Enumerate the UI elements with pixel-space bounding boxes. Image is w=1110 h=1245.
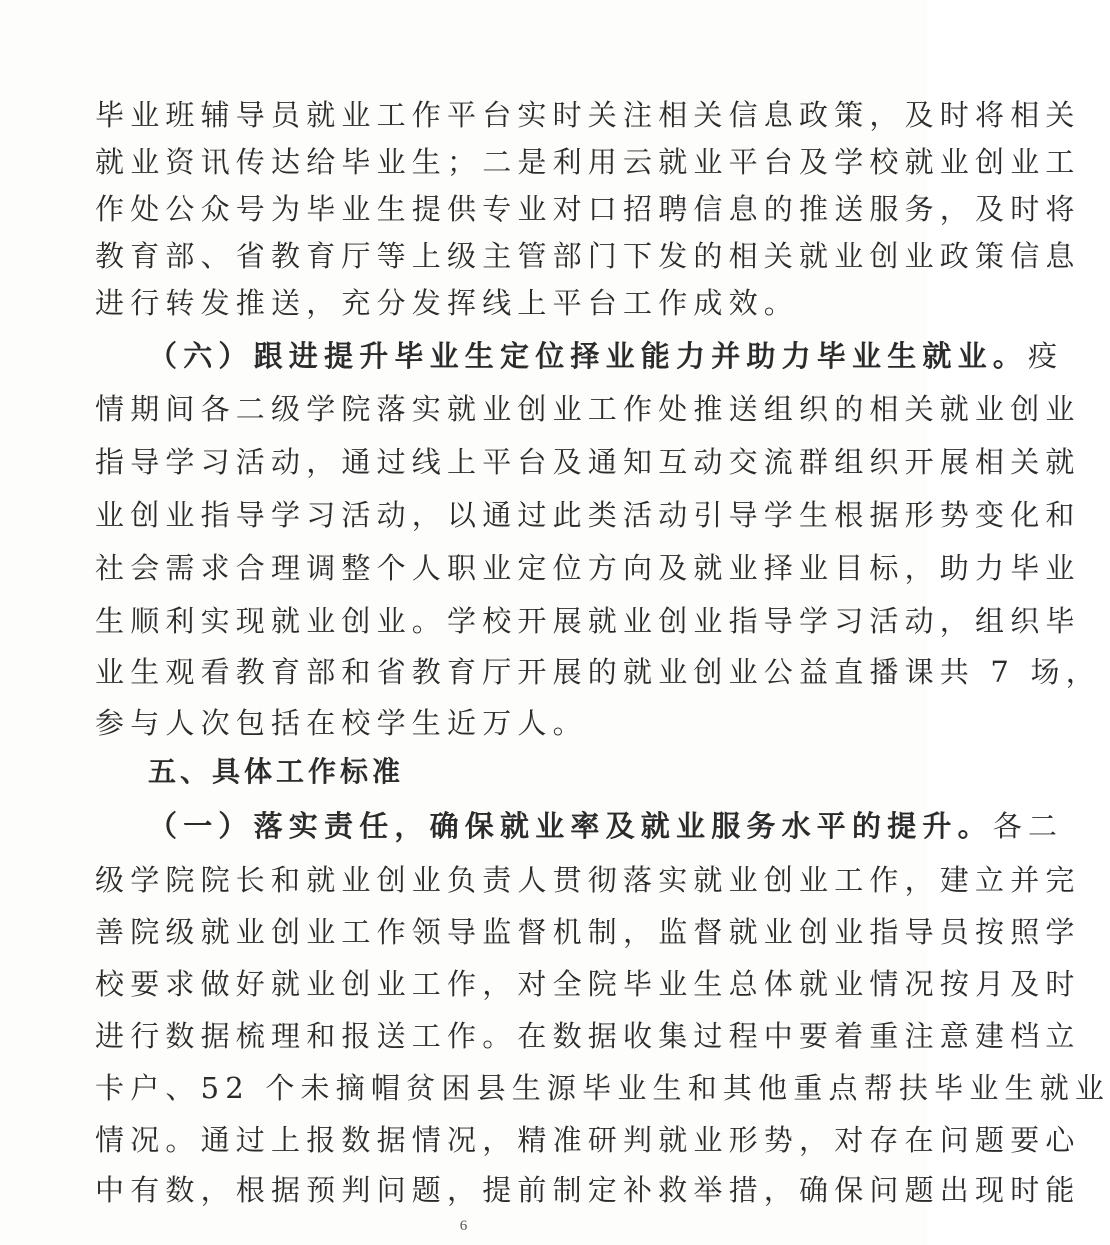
text-line: 善院级就业创业工作领导监督机制，监督就业创业指导员按照学 — [95, 915, 1081, 949]
text-line: 中有数，根据预判问题，提前制定补救举措，确保问题出现时能 — [95, 1173, 1081, 1207]
text-line: 业创业指导学习活动，以通过此类活动引导学生根据形势变化和 — [95, 498, 1081, 532]
text-line: 进行数据梳理和报送工作。在数据收集过程中要着重注意建档立 — [95, 1019, 1081, 1053]
text-line: 进行转发推送，充分发挥线上平台工作成效。 — [95, 286, 800, 320]
paragraph-lead-heading: （一）落实责任，确保就业率及就业服务水平的提升。 — [148, 809, 993, 843]
text-line: 情况。通过上报数据情况，精准研判就业形势，对存在问题要心 — [95, 1123, 1081, 1157]
section-heading: 五、具体工作标准 — [148, 755, 405, 788]
paragraph-lead-line — [148, 806, 1064, 846]
text-line: 毕业班辅导员就业工作平台实时关注相关信息政策，及时将相关 — [95, 98, 1081, 132]
paragraph-lead-text: 疫 — [1028, 339, 1064, 373]
text-line: 情期间各二级学院落实就业创业工作处推送组织的相关就业创业 — [95, 392, 1081, 426]
text-line: 生顺利实现就业创业。学校开展就业创业指导学习活动，组织毕 — [95, 604, 1081, 638]
text-line: 业生观看教育部和省教育厅开展的就业创业公益直播课共 7 场， — [95, 655, 1101, 689]
text-line: 社会需求合理调整个人职业定位方向及就业择业目标，助力毕业 — [95, 551, 1081, 585]
text-line: 校要求做好就业创业工作，对全院毕业生总体就业情况按月及时 — [95, 967, 1081, 1001]
text-line: 就业资讯传达给毕业生；二是利用云就业平台及学校就业创业工 — [95, 145, 1081, 179]
text-line: 教育部、省教育厅等上级主管部门下发的相关就业创业政策信息 — [95, 239, 1081, 273]
paragraph-lead-line — [148, 336, 1064, 376]
text-line: 卡户、52 个未摘帽贫困县生源毕业生和其他重点帮扶毕业生就业 — [95, 1071, 1110, 1105]
text-line: 作处公众号为毕业生提供专业对口招聘信息的推送服务，及时将 — [95, 192, 1081, 226]
page-number: 6 — [459, 1218, 468, 1234]
paragraph-lead-text: 各二 — [992, 809, 1064, 843]
text-line: 参与人次包括在校学生近万人。 — [95, 706, 588, 740]
text-line: 指导学习活动，通过线上平台及通知互动交流群组织开展相关就 — [95, 445, 1081, 479]
paragraph-lead-heading: （六）跟进提升毕业生定位择业能力并助力毕业生就业。 — [148, 339, 1029, 373]
text-line: 级学院院长和就业创业负责人贯彻落实就业创业工作，建立并完 — [95, 863, 1081, 897]
